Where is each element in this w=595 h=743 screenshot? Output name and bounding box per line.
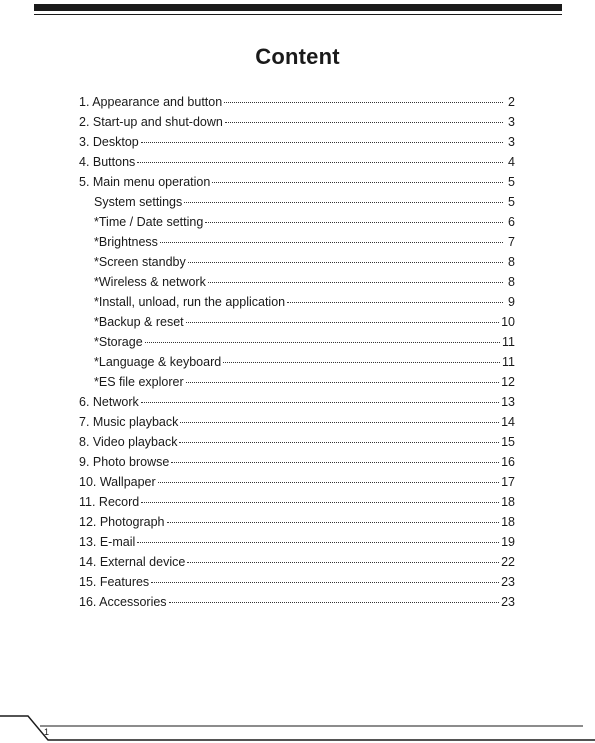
toc-entry[interactable]	[79, 452, 515, 472]
toc-dot-leader	[184, 202, 503, 203]
toc-entry[interactable]	[79, 112, 515, 132]
toc-entry-page-number: 15	[501, 435, 515, 449]
toc-entry-page-number: 6	[508, 215, 515, 229]
toc-entry-label: *Time / Date setting	[94, 215, 204, 229]
toc-entry[interactable]	[79, 352, 515, 372]
toc-entry[interactable]	[79, 292, 515, 312]
toc-entry-page-number: 22	[501, 555, 515, 569]
toc-dot-leader	[137, 162, 503, 163]
page-number: 1	[44, 727, 50, 737]
table-of-contents	[79, 92, 515, 612]
toc-entry-label: *Install, unload, run the application	[94, 295, 286, 309]
toc-entry[interactable]	[79, 92, 515, 112]
header-rule-thick	[34, 4, 562, 11]
toc-entry-page-number: 11	[502, 335, 515, 349]
toc-entry-label: *ES file explorer	[94, 375, 184, 389]
toc-dot-leader	[167, 522, 500, 523]
toc-dot-leader	[188, 262, 503, 263]
toc-entry[interactable]	[79, 432, 515, 452]
toc-entry-page-number: 7	[508, 235, 515, 249]
toc-dot-leader	[179, 442, 499, 443]
toc-dot-leader	[171, 462, 499, 463]
toc-dot-leader	[151, 582, 499, 583]
toc-entry-page-number: 12	[501, 375, 515, 389]
toc-entry-label: 10. Wallpaper	[79, 475, 156, 489]
toc-entry[interactable]	[79, 552, 515, 572]
toc-entry-page-number: 3	[508, 135, 515, 149]
toc-entry-label: 5. Main menu operation	[79, 175, 211, 189]
toc-dot-leader	[225, 122, 503, 123]
toc-entry-page-number: 23	[501, 595, 515, 609]
toc-entry-page-number: 9	[508, 295, 515, 309]
toc-entry-page-number: 8	[508, 255, 515, 269]
toc-entry[interactable]	[79, 312, 515, 332]
toc-entry-label: 14. External device	[79, 555, 186, 569]
toc-entry[interactable]	[79, 372, 515, 392]
toc-dot-leader	[137, 542, 499, 543]
toc-entry-label: *Brightness	[94, 235, 158, 249]
toc-entry-label: 3. Desktop	[79, 135, 139, 149]
toc-entry-page-number: 14	[501, 415, 515, 429]
toc-dot-leader	[208, 282, 503, 283]
toc-entry[interactable]	[79, 532, 515, 552]
toc-entry-page-number: 2	[508, 95, 515, 109]
toc-entry-label: 13. E-mail	[79, 535, 136, 549]
toc-dot-leader	[186, 382, 499, 383]
toc-dot-leader	[169, 602, 500, 603]
toc-entry-page-number: 17	[501, 475, 515, 489]
toc-entry-page-number: 11	[502, 355, 515, 369]
toc-dot-leader	[186, 322, 499, 323]
toc-entry-label: *Storage	[94, 335, 143, 349]
toc-entry-label: 9. Photo browse	[79, 455, 170, 469]
toc-entry[interactable]	[79, 472, 515, 492]
toc-entry-label: 16. Accessories	[79, 595, 167, 609]
toc-dot-leader	[180, 422, 499, 423]
toc-entry-page-number: 23	[501, 575, 515, 589]
toc-entry[interactable]	[79, 252, 515, 272]
header-rule-thin	[34, 14, 562, 15]
toc-entry[interactable]	[79, 212, 515, 232]
toc-entry-label: 6. Network	[79, 395, 139, 409]
toc-entry-label: *Wireless & network	[94, 275, 206, 289]
toc-dot-leader	[141, 142, 503, 143]
toc-entry-label: System settings	[94, 195, 183, 209]
toc-entry-page-number: 18	[501, 515, 515, 529]
toc-dot-leader	[160, 242, 503, 243]
toc-entry-page-number: 5	[508, 195, 515, 209]
toc-entry[interactable]	[79, 572, 515, 592]
toc-dot-leader	[224, 102, 503, 103]
toc-dot-leader	[223, 362, 500, 363]
toc-entry-page-number: 19	[501, 535, 515, 549]
toc-dot-leader	[145, 342, 500, 343]
toc-entry[interactable]	[79, 512, 515, 532]
toc-entry-label: *Backup & reset	[94, 315, 184, 329]
toc-entry[interactable]	[79, 232, 515, 252]
toc-entry[interactable]	[79, 192, 515, 212]
toc-entry[interactable]	[79, 152, 515, 172]
toc-dot-leader	[158, 482, 499, 483]
toc-dot-leader	[287, 302, 503, 303]
toc-entry[interactable]	[79, 412, 515, 432]
toc-entry-label: 2. Start-up and shut-down	[79, 115, 223, 129]
toc-entry-label: 15. Features	[79, 575, 150, 589]
toc-entry-page-number: 13	[501, 395, 515, 409]
toc-entry[interactable]	[79, 492, 515, 512]
toc-entry-label: 1. Appearance and button	[79, 95, 223, 109]
toc-entry-label: 12. Photograph	[79, 515, 165, 529]
toc-dot-leader	[187, 562, 499, 563]
toc-entry-page-number: 5	[508, 175, 515, 189]
toc-entry-label: 4. Buttons	[79, 155, 136, 169]
toc-entry-label: *Screen standby	[94, 255, 186, 269]
toc-entry-page-number: 8	[508, 275, 515, 289]
toc-entry[interactable]	[79, 592, 515, 612]
toc-entry-page-number: 10	[501, 315, 515, 329]
toc-entry-page-number: 16	[501, 455, 515, 469]
toc-entry-label: 8. Video playback	[79, 435, 178, 449]
toc-entry[interactable]	[79, 172, 515, 192]
page-title: Content	[255, 44, 340, 69]
toc-entry[interactable]	[79, 392, 515, 412]
footer-rule	[0, 712, 595, 743]
toc-dot-leader	[212, 182, 503, 183]
toc-dot-leader	[141, 502, 499, 503]
toc-entry-page-number: 4	[508, 155, 515, 169]
toc-dot-leader	[205, 222, 503, 223]
toc-entry-label: 11. Record	[79, 495, 140, 509]
toc-entry-page-number: 18	[501, 495, 515, 509]
toc-entry-label: 7. Music playback	[79, 415, 179, 429]
toc-entry[interactable]	[79, 132, 515, 152]
toc-entry[interactable]	[79, 332, 515, 352]
toc-entry-label: *Language & keyboard	[94, 355, 222, 369]
toc-dot-leader	[141, 402, 499, 403]
toc-entry[interactable]	[79, 272, 515, 292]
toc-entry-page-number: 3	[508, 115, 515, 129]
